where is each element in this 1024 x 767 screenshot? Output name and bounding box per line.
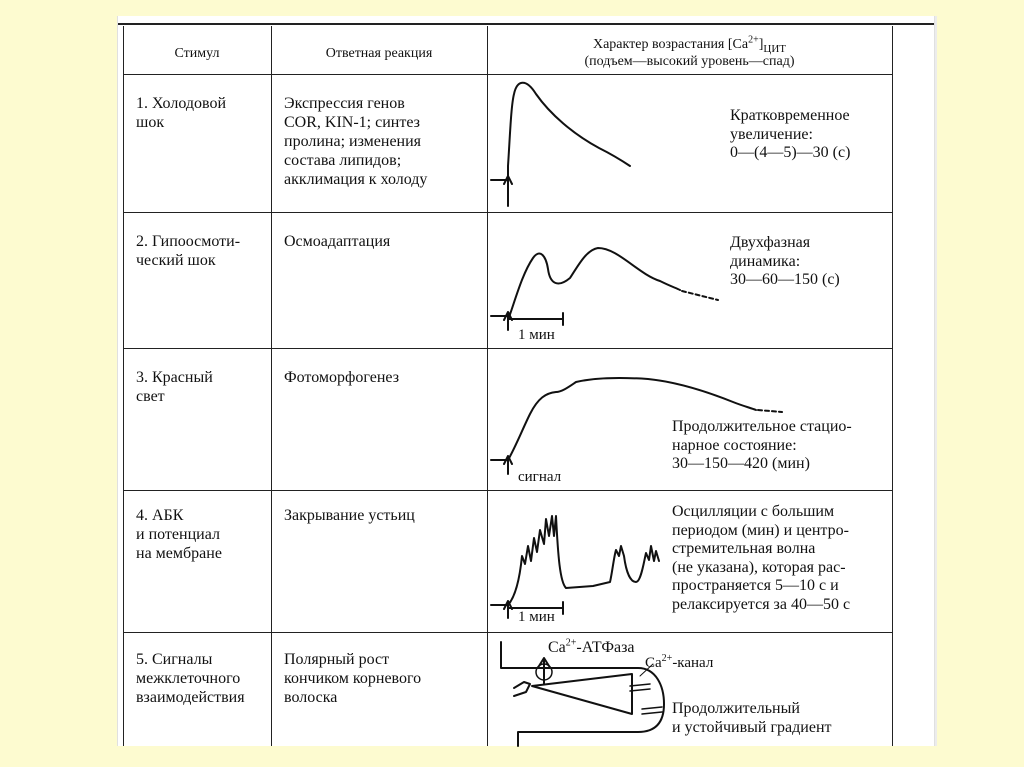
row1-response: Экспрессия генов COR, KIN-1; синтез пролина; изменения состава липидов; акклимация к холоду: [284, 95, 428, 188]
row1-curve: [491, 83, 630, 206]
row4-curve: [491, 516, 659, 618]
channel-label: $Ca^{2+}$-канал: [645, 653, 714, 671]
row1-stimulus: 1. Холодовой шок: [136, 95, 227, 131]
header-ca-character: Характер возрастания $[Ca^{2+}]_{ЦИТ}$ (подъем—высокий уровень—спад): [584, 34, 795, 69]
atpase-label: $Ca^{2+}$-АТФаза: [548, 637, 635, 656]
row4-description: Осцилляции с большим периодом (мин) и центро- стремительная волна (не указана), которая рас- пространяется 5—10 с и релаксируется за 40—50 с: [672, 503, 851, 613]
row2-description: Двухфазная динамика: 30—60—150 (с): [730, 234, 840, 288]
header-stimulus: Стимул: [174, 46, 220, 61]
row1-description: Кратковременное увеличение: 0—(4—5)—30 (с): [730, 107, 851, 161]
row3-response: Фотоморфогенез: [284, 369, 400, 386]
row3-scale-label: сигнал: [518, 469, 562, 485]
row4-response: Закрывание устьиц: [284, 507, 415, 524]
row2-scale-label: 1 мин: [518, 327, 555, 343]
row4-stimulus: 4. АБК и потенциал на мембране: [136, 507, 222, 562]
row5-stimulus: 5. Сигналы межклеточного взаимодействия: [136, 651, 245, 706]
row5-response: Полярный рост кончиком корневого волоска: [284, 651, 422, 706]
row2-curve: [491, 248, 718, 330]
row5-diagram: [501, 642, 664, 746]
row4-scale-label: 1 мин: [518, 609, 555, 625]
curves-layer: [118, 16, 934, 746]
row3-curve: [491, 378, 782, 474]
row2-response: Осмоадаптация: [284, 233, 391, 250]
row5-description: Продолжительный и устойчивый градиент: [672, 700, 832, 736]
row3-stimulus: 3. Красный свет: [136, 369, 213, 405]
table-sheet: [117, 16, 935, 746]
row2-stimulus: 2. Гипоосмоти- ческий шок: [136, 233, 241, 269]
row3-description: Продолжительное стацио- нарное состояние: 30—150—420 (мин): [672, 418, 852, 472]
header-response: Ответная реакция: [325, 46, 433, 61]
